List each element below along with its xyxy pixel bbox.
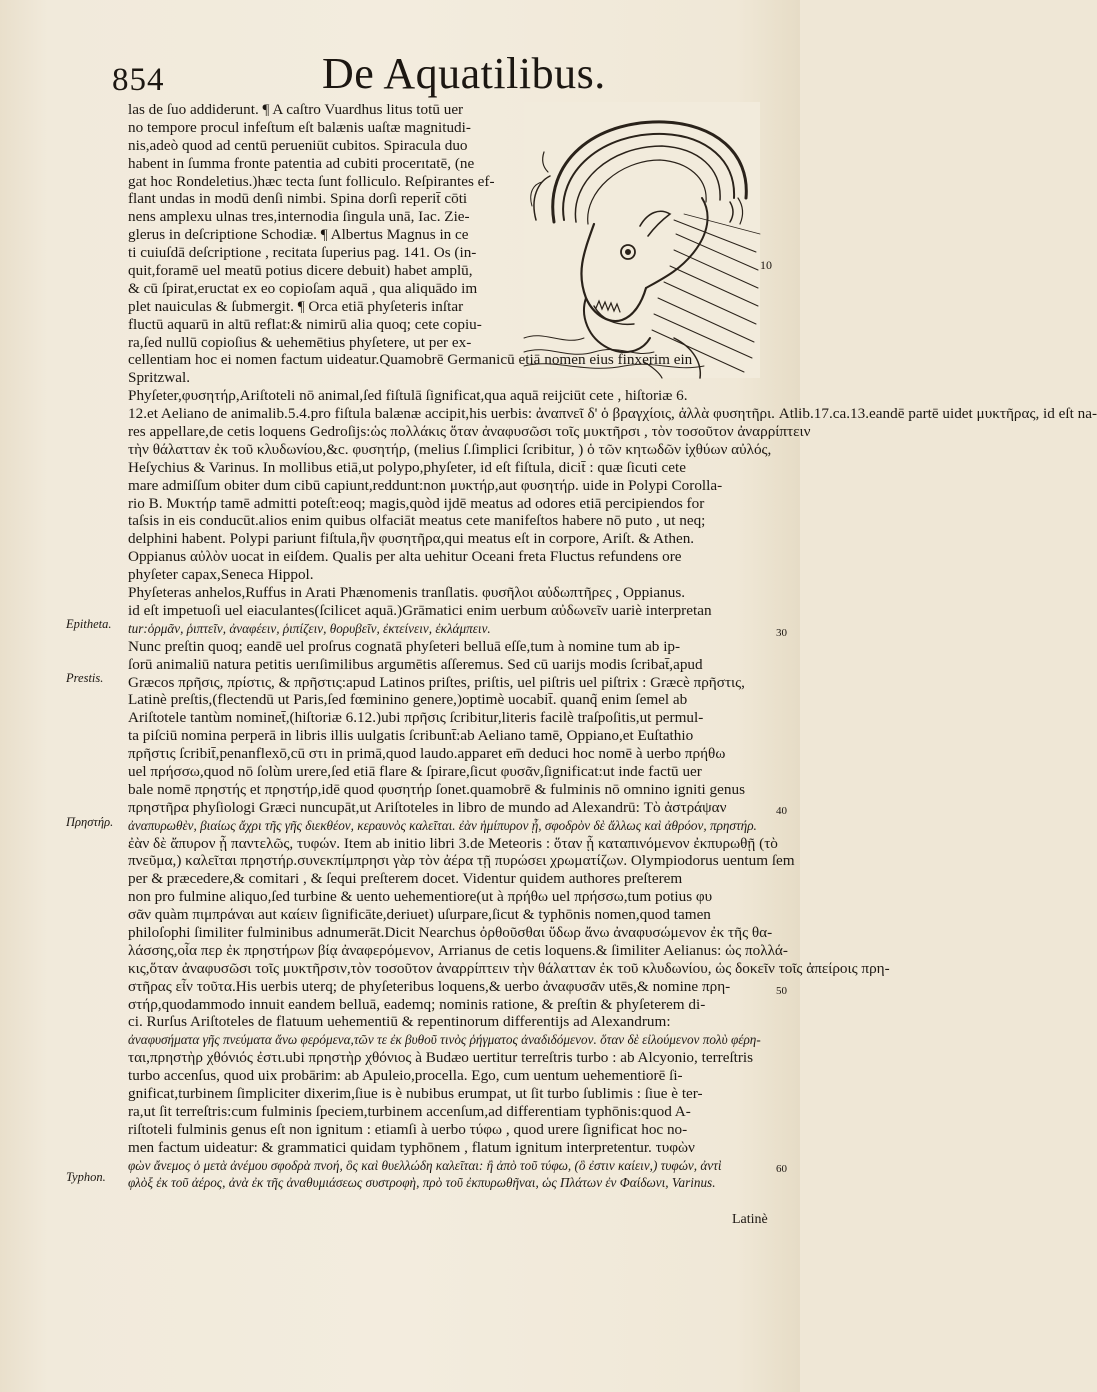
text-line: flant undas in modū denſi nimbi. Spina dorſi reperit̄ cōti [128,190,468,208]
text-line: ἀναφυσήματα γῆς πνεύματα ἄνω φερόμενα,τῶν τε ἐκ βυθοῦ τινὸς ῥήγματος ἀναδιδόμενον. ὅταν δὲ εἰλούμενον πολὺ φέρη- [128,1032,761,1048]
text-line: Phyſeter,φυσητήρ,Ariſtoteli nō animal,ſed fiſtulā ſignificat,qua aquā reijciūt cete , hiſtoriæ 6. [128,387,688,405]
text-line: non pro fulmine aliquo,ſed turbine & uento uehementiore(ut à πρήθω uel πρήσσω,tum potius φυ [128,888,713,906]
text-line: cellentiam hoc ei nomen factum uideatur.Quamobrē Germanicū etiā nomen eius finxerim ein [128,351,693,369]
text-line: per & præcedere,& comitari , & ſequi preſterem docet. Videntur quidem authores preſterem [128,870,683,888]
line-number: 60 [776,1163,787,1175]
text-line: πρῆστις ſcribit̄,penanflexō,cū στι in primā,quod laudo.apparet em̄ deduci hoc nomē à uerbo πρήθω [128,745,726,763]
text-line: uel πρήσσω,quod nō ſolùm urere,ſed etiā flare & ſpirare,ſicut φυσᾶν,ſignificat:ut inde factū uer [128,762,702,780]
running-title: De Aquatilibus. [322,49,606,98]
text-line: κις,ὅταν ἀναφυσῶσι τοῖς μυκτῆρσιν,τὸν τοσοῦτον ἀναρρίπτειν τὴν θάλατταν ἐκ τοῦ κλυδωνίου, ὡς δοκεῖν τοῖς ἀπείροις πρη- [128,959,890,977]
text-line: delphini habent. Polypi pariunt fiſtula,ἢν φυσητῆρα,qui meatus eſt in corpore, Ariſt. & Athen. [128,530,695,548]
margin-note-epitheta: Epitheta. [66,617,112,631]
text-line: ται,πρηστὴρ χθόνιός ἐστι.ubi πρηστὴρ χθόνιος à Budæo uertitur terreſtris turbo : ab Alcyonio, terreſtris [128,1049,754,1067]
text-line: men factum uideatur: & grammatici quidam typhōnem , flatum ignitum interpretentur. τυφὼν [128,1138,695,1156]
catchword: Latinè [732,1212,768,1227]
text-line: σᾶν quàm πιμπράναι aut καίειν ſignificāte,deriuet) uſurpare,ſicut & typhōnis nomen,quod tamen [128,906,711,924]
text-line: gat hoc Rondeletius.)hæc tecta ſunt folliculo. Reſpirantes ef- [128,172,495,190]
text-line: ci. Rurſus Ariſtoteles de flatuum uehementiū & repentinorum differentijs ad Alexandrum: [128,1013,671,1031]
text-line: Heſychius & Varinus. In mollibus etiā,ut polypo,phyſeter, id eſt fiſtula, dicit̄ : quæ ſicuti cete [128,458,686,476]
margin-note-prestis: Prestis. [66,671,104,685]
text-line: id eſt impetuoſi uel eiaculantes(ſcilicet aquā.)Grāmatici enim uerbum αὐδωνεῖν uariè interpretan [128,601,712,619]
line-number: 30 [776,627,787,639]
text-line: Nunc preſtin quoq; eandē uel proſrus cognatā phyſeteri belluā eſſe,tum à nomine tum ab ip- [128,637,681,655]
text-line: Ariſtotele tantùm nominet̄,(hiſtoriæ 6.12.)ubi πρῆσις ſcribitur,literis facilè traſpoſitis,ut permul- [128,709,704,727]
line-number: 50 [776,985,787,997]
text-line: στήρ,quodammodo innuit eandem belluā, eademq; nominis ratione, & preſtin & phyſeterem di- [128,995,706,1013]
text-line: no tempore procul infeſtum eſt balænis uaſtæ magnitudi- [128,118,471,136]
text-line: phyſeter capax,Seneca Hippol. [128,566,314,584]
text-line: riſtoteli fulminis genus eſt non ignitum : etiamſi à uerbo τύφω , quod urere ſignificat hoc no- [128,1120,688,1138]
text-line: Oppianus αὐλὸν uocat in eiſdem. Qualis per alta uehitur Oceani freta Fluctus refundens ore [128,548,682,566]
text-line: ἀναπυρωθὲν, βιαίως ἄχρι τῆς γῆς διεκθέον, κεραυνὸς καλεῖται. ἐὰν ἡμίπυρον ᾖ, σφοδρὸν δὲ ἄλλως καὶ ἀθρόον, πρηστήρ. [128,817,757,833]
text-line: plet nauiculas & ſubmergit. ¶ Orca etiā phyſeteris inſtar [128,297,464,315]
text-line: fluctū aquarū in altū reflat:& nimirū alia quoq; cete copiu- [128,315,482,333]
text-line: πνεῦμα,) καλεῖται πρηστήρ.συνεκπίμπρησι γὰρ τὸν ἀέρα τῇ πυρώσει χρωματίζων. Olympiodorus uentum ſem [128,852,795,870]
line-number: 40 [776,805,787,817]
text-line: ti cuiuſdā deſcriptione , recitata ſuperius pag. 141. Os (in- [128,244,477,262]
margin-note-prester: Πρηστήρ. [66,815,114,829]
text-line: Latinè preſtis,(flectendū ut Paris,ſed fœminino genere,)optimè uocabit̄. quanq̃ enim ſemel ab [128,691,688,709]
text-line: ra,ut ſit terreſtris:cum fulminis ſpeciem,turbinem accenſum,ad differentiam typhōnis:quod A- [128,1102,691,1120]
text-line: & cū ſpirat,eructat ex eo copioſam aquā , qua aliquādo im [128,279,478,297]
text-line: las de ſuo addiderunt. ¶ A caſtro Vuardhus litus totū uer [128,101,464,118]
plate-number: 10 [760,258,772,272]
text-line: Græcos πρῆσις, πρίστις, & πρῆστις:apud Latinos priſtes, priſtis, uel piſtris uel piſtrix : Græcè πρῆστις, [128,673,745,691]
text-line: λάσσης,οἷα περ ἐκ πρηστήρων βίᾳ ἀναφερόμενον, Arrianus de cetis loquens.& ſimiliter Aelianus: ὡς πολλά- [128,941,788,959]
text-line: taſsis in eis conducūt.alios enim quibus olfaciāt meatus cete manifeſtos habere nō puto , ut neq; [128,512,706,530]
text-line: bale nomē πρηστής et πρηστήρ,idē quod φυσητήρ ſonet.quamobrē & fulminis nō omnino igniti genus [128,780,745,798]
text-line: nis,adeò quod ad centū perueniūt cubitos. Spiracula duo [128,136,468,154]
text-line: 12.et Aeliano de animalib.5.4.pro fiſtula balænæ accipit,his uerbis: ἀναπνεῖ δ' ὁ βραγχίοις, ἀλλὰ φυσητῆρι. Atlib.17.ca.13.eandē partē uidet μυκτῆρας, id eſt na- [128,405,1097,423]
text-line: φλὸξ ἐκ τοῦ ἀέρος, ἀνὰ ἐκ τῆς ἀναθυμιάσεως συστροφὴ, πρὸ τοῦ ἐκπυρωθῆναι, ὡς Πλάτων ἐν Φαίδωνι, Varinus. [128,1175,716,1191]
text-line: philoſophi ſimiliter fulminibus adnumerāt.Dicit Nearchus ὀρθοῦσθαι ὕδωρ ἄνω ἀναφυσώμενον ἐκ τῆς θα- [128,923,773,941]
text-line: quit,foramē uel meatū potius dicere debuit) habet amplū, [128,262,473,280]
text-line: res appellare,de cetis loquens Gedroſijs:ὡς πολλάκις ὅταν ἀναφυσῶσι τοῖς μυκτῆρσι , τὸν τοσοῦτον ἀναρρίπτειν [128,423,811,441]
text-line: ἐὰν δὲ ἄπυρον ᾖ παντελῶς, τυφών. Item ab initio libri 3.de Meteoris : ὅταν ᾖ καταπινόμενον ἐκπυρωθῇ (τὸ [128,834,778,852]
text-line: ta piſciū nomina perperā in libris illis uulgatis ſcribunt̄:ab Aeliano tamē, Oppiano,et Euſtathio [128,727,694,745]
text-line: rio B. Μυκτήρ tamē admitti poteſt:eoq; magis,quòd ijdē meatus ad odores etiā percipiendos for [128,494,705,512]
text-line: turbo accenſus, quod uix probārim: ab Apuleio,procella. Ego, cum uentum uehementiorē ſi- [128,1067,683,1085]
text-line: τὴν θάλατταν ἐκ τοῦ κλυδωνίου,&c. φυσητήρ, (melius ſ.ſimplici ſcribitur, ) ὁ τῶν κητωδῶν ἰχθύων αὐλός, [128,440,772,458]
page-number: 854 [112,62,165,98]
text-line: gnificat,turbinem ſimpliciter dixerim,ſiue is è nubibus erumpat, ut ſit turbo ſublimis : ſiue è ter- [128,1084,703,1102]
text-line: ra,ſed nullū copioſius & uehemētius phyſetere, ut per ex- [128,333,472,351]
text-line: φὼν ἄνεμος ὁ μετὰ ἀνέμου σφοδρὰ πνοή, ὃς καὶ θυελλώδη καλεῖται: ἢ ἀπὸ τοῦ τύφω, (ὃ ἐστιν καίειν,) τυφών, ἀντὶ [128,1157,722,1173]
margin-note-typhon: Typhon. [66,1170,106,1184]
text-line: στῆρας εἶν τοῦτα.His uerbis uterq; de phyſeteribus loquens,& uerbo ἀναφυσᾶν utēs,& nomine πρη- [128,977,731,995]
text-line: habent in ſumma fronte patentia ad cubiti procerıtatē, (ne [128,154,475,172]
text-line: mare admiſſum obiter dum cibū capiunt,reddunt:non μυκτήρ,aut φυσητήρ. uide in Polypi Corolla- [128,476,723,494]
text-line: nens amplexu ulnas tres,internodia ſingula unā, Iac. Zie- [128,208,470,226]
text-line: Phyſeteras anhelos,Ruffus in Arati Phænomenis tranſlatis. φυσῆλοι αὐδωπτῆρες , Oppianus. [128,584,686,602]
text-line: Spritzwal. [128,369,191,387]
text-line: πρηστῆρα phyſiologi Græci nuncupāt,ut Ariſtoteles in libro de mundo ad Alexandrū: Τὸ ἀστράψαν [128,798,727,816]
text-line: ſorū animaliū natura petitis uerıſimilibus argumētis aſſeremus. Sed cū uarijs modis ſcribat̄,apud [128,655,703,673]
text-line: tur:ὁρμᾶν, ῥιπτεῖν, ἀναφέειν, ῥιπίζειν, θορυβεῖν, ἐκτείνειν, ἐκλάμπειν. [128,620,491,636]
text-line: glerus in deſcriptione Schodiæ. ¶ Albertus Magnus in ce [128,226,469,244]
